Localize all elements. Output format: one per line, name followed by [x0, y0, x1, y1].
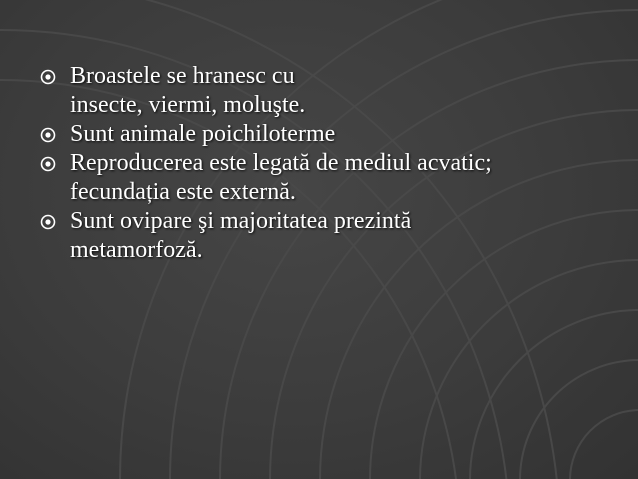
list-item [40, 62, 600, 120]
list-item [40, 149, 600, 207]
list-item [40, 207, 600, 265]
bullet-line: metamorfoză. [70, 237, 203, 263]
bullet-line: Sunt ovipare şi majoritatea prezintă [70, 208, 412, 234]
list-item [40, 120, 600, 149]
circle-target-icon [40, 69, 56, 85]
swirl-arc-7 [420, 260, 638, 479]
bullet-line: fecundația este externă. [70, 179, 296, 205]
swirl-arc-9 [520, 360, 638, 479]
circle-target-icon [40, 156, 56, 172]
circle-target-icon [40, 214, 56, 230]
bullet-line: Sunt animale poichiloterme [70, 121, 336, 147]
bullet-line: insecte, viermi, moluşte. [70, 92, 306, 118]
bullet-line: Broastele se hranesc cu [70, 63, 295, 89]
circle-target-icon [40, 127, 56, 143]
bullet-list [40, 62, 600, 265]
swirl-arc-10 [570, 410, 638, 479]
bullet-line: Reproducerea este legată de mediul acvatic; [70, 150, 492, 176]
